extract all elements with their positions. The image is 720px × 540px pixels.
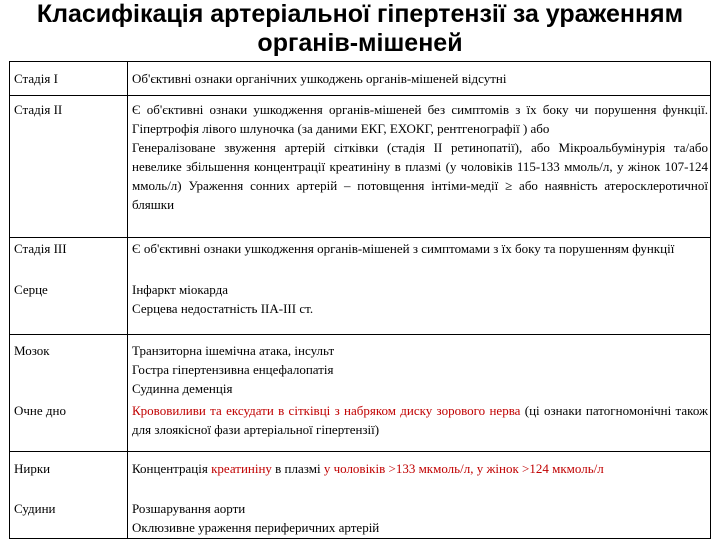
row-text-stage-1	[132, 69, 708, 88]
text-line: Транзиторна ішемічна атака, інсульт	[132, 343, 335, 358]
row-label-kidneys: Нирки	[14, 461, 51, 476]
row-label-brain: Мозок	[14, 343, 50, 358]
column-divider	[127, 62, 128, 538]
text-line: Оклюзивне ураження периферичних артерій	[132, 520, 380, 535]
text-line: Інфаркт міокарда	[132, 282, 228, 297]
text-line: Є об'єктивні ознаки ушкодження органів-мішеней без симптомів з їх боку чи порушення функції. Гіпертрофія лівого шлуночка (за даними ЕКГ, ЕХОКГ, рентгенографії ) або	[132, 102, 708, 136]
highlighted-text: креатиніну	[211, 461, 272, 476]
title-line-2: органів-мішеней	[257, 29, 463, 57]
text-line: Гостра гіпертензивна енцефалопатія	[132, 362, 334, 377]
row-label-fundus: Очне дно	[14, 403, 66, 418]
row-divider	[10, 451, 710, 452]
row-label-stage-2: Стадія II	[14, 102, 63, 117]
classification-table	[9, 61, 711, 539]
row-label-vessels: Судини	[14, 501, 56, 516]
text-segment: Концентрація	[132, 461, 212, 476]
highlighted-text: у чоловіків >133 мкмоль/л, у жінок >124 мкмоль/л	[323, 461, 604, 476]
text-segment: (ці ознаки патогномонічні також для злоякісної фази артеріальної гіпертензії)	[132, 403, 708, 437]
text-line: Є об'єктивні ознаки ушкодження органів-мішеней з симптомами з їх боку та порушенням функції	[132, 241, 675, 256]
row-text-stage-3	[132, 239, 708, 258]
row-text-vessels	[132, 499, 708, 537]
text-segment: в плазмі	[271, 461, 324, 476]
row-divider	[10, 237, 710, 238]
row-text-brain	[132, 341, 708, 398]
page-title	[0, 0, 720, 58]
title-line-1: Класифікація артеріальної гіпертензії за ураженням	[36, 0, 684, 28]
row-label-stage-3: Стадія III	[14, 241, 67, 256]
text-line: Розшарування аорти	[132, 501, 246, 516]
row-divider	[10, 334, 710, 335]
text-line: Генералізоване звуження артерій сітківки (стадія II ретинопатії), або Мікроальбумінурія та/або невелике збільшення концентрації креатиніну в плазмі (у чоловіків 115-133 ммоль/л, у жінок 107-124 ммоль/л) Ураження сонних артерій – потовщення інтіми-медії ≥ або наявність атеросклеротичної бляшки	[132, 140, 708, 212]
text-line: Об'єктивні ознаки органічних ушкоджень органів-мішеней відсутні	[132, 71, 507, 86]
text-line: Серцева недостатність IIA-III ст.	[132, 301, 314, 316]
highlighted-text: Крововиливи та ексудати в сітківці з набряком диску зорового нерва	[132, 403, 521, 418]
row-text-stage-2	[132, 100, 708, 214]
row-text-kidneys	[132, 459, 708, 478]
text-line: Судинна деменція	[132, 381, 233, 396]
row-text-heart	[132, 280, 708, 318]
row-text-fundus	[132, 401, 708, 439]
row-divider	[10, 95, 710, 96]
row-label-heart: Серце	[14, 282, 48, 297]
row-label-stage-1: Стадія I	[14, 71, 58, 86]
